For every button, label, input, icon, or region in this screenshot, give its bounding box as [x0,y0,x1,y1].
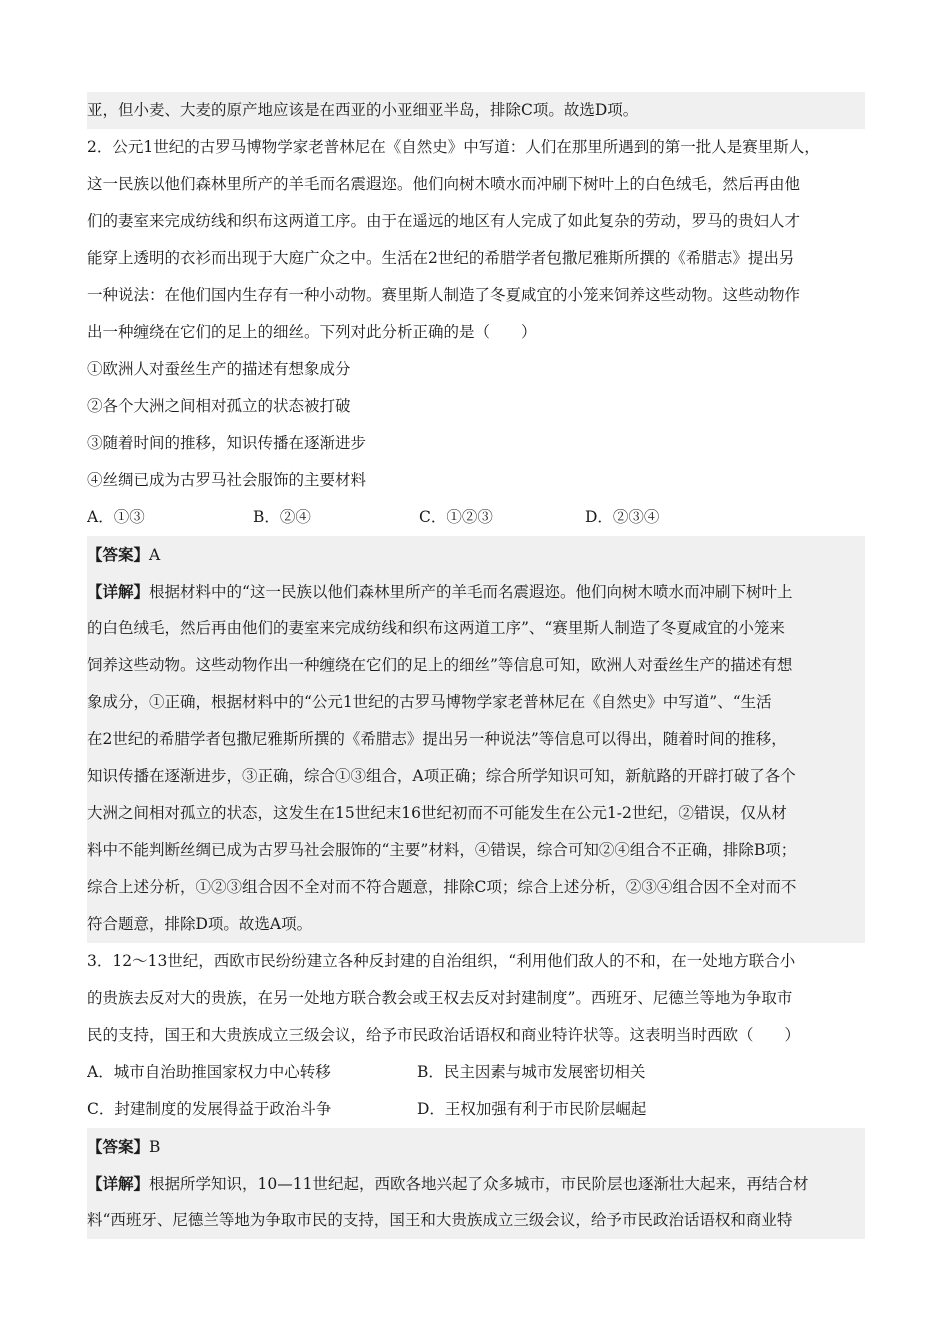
q2-detail-line: 知识传播在逐渐进步，③正确，综合①③组合，A项正确；综合所学知识可知，新航路的开辟打破了各个 [87,767,796,785]
q2-option-c: C．①②③ [419,508,493,526]
q2-statement-4: ④丝绸已成为古罗马社会服饰的主要材料 [87,471,367,489]
detail-tag: 【详解】 [87,1174,150,1193]
previous-explanation-tail: 亚，但小麦、大麦的原产地应该是在西亚的小亚细亚半岛，排除C项。故选D项。 [87,92,865,129]
q2-stem-line: 能穿上透明的衣衫而出现于大庭广众之中。生活在2世纪的希腊学者包撒尼雅斯所撰的《希腊志》提出另 [87,249,795,267]
q2-option-d: D．②③④ [585,508,660,526]
q3-answer-block [87,1128,865,1239]
q3-stem-line: 3．12～13世纪，西欧市民纷纷建立各种反封建的自治组织，“利用他们敌人的不和，在一处地方联合小 [87,952,796,970]
q3-stem-line: 民的支持，国王和大贵族成立三级会议，给予市民政治话语权和商业特许状等。这表明当时西欧（ ） [87,1026,801,1044]
q3-detail-line: 料“西班牙、尼德兰等地为争取市民的支持，国王和大贵族成立三级会议，给予市民政治话语权和商业特 [87,1211,793,1229]
q3-detail-line [87,1165,865,1202]
q2-answer-block [87,536,865,943]
q3-options-row-1 [87,1054,865,1091]
answer-tag: 【答案】 [87,545,150,564]
q3-answer [87,1128,865,1165]
q3-option-b: B．民主因素与城市发展密切相关 [417,1063,646,1081]
q2-statement-1: ①欧洲人对蚕丝生产的描述有想象成分 [87,360,351,378]
q3-option-a: A．城市自治助推国家权力中心转移 [87,1063,331,1081]
q2-detail-line: 在2世纪的希腊学者包撒尼雅斯所撰的《希腊志》提出另一种说法”等信息可以得出，随着时间的推移， [87,730,787,748]
detail-text: 根据所学知识，10—11世纪起，西欧各地兴起了众多城市，市民阶层也逐渐壮大起来，再结合材 [149,1175,809,1193]
q2-detail-line: 饲养这些动物。这些动物作出一种缠绕在它们的足上的细丝”等信息可知，欧洲人对蚕丝生产的描述有想 [87,656,793,674]
detail-tag: 【详解】 [87,582,150,601]
answer-value: B [149,1138,161,1156]
q2-stem-line: 一种说法：在他们国内生存有一种小动物。赛里斯人制造了冬夏咸宜的小笼来饲养这些动物。这些动物作 [87,286,801,304]
q2-statement-3: ③随着时间的推移，知识传播在逐渐进步 [87,434,367,452]
q2-detail-line: 料中不能判断丝绸已成为古罗马社会服饰的“主要”材料，④错误，综合可知②④组合不正确，排除B项； [87,841,797,859]
q2-statement-2: ②各个大洲之间相对孤立的状态被打破 [87,397,351,415]
q2-detail-line: 综合上述分析，①②③组合因不全对而不符合题意，排除C项；综合上述分析，②③④组合因不全对而不 [87,878,797,896]
q3-stem-line: 的贵族去反对大的贵族，在另一处地方联合教会或王权去反对封建制度”。西班牙、尼德兰等地为争取市 [87,989,793,1007]
document-page [87,92,865,1239]
q2-option-a: A．①③ [87,508,145,526]
detail-text: 根据材料中的“这一民族以他们森林里所产的羊毛而名震遐迩。他们向树木喷水而冲刷下树叶上 [149,583,793,601]
question-3 [87,943,865,1239]
q2-stem-line: 2．公元1世纪的古罗马博物学家老普林尼在《自然史》中写道：人们在那里所遇到的第一批人是赛里斯人， [87,138,820,156]
q2-stem-line: 出一种缠绕在它们的足上的细丝。下列对此分析正确的是（ ） [87,323,537,341]
answer-value: A [149,546,161,564]
q2-stem-line: 们的妻室来完成纺线和织布这两道工序。由于在遥远的地区有人完成了如此复杂的劳动，罗马的贵妇人才 [87,212,801,230]
q2-stem-line: 这一民族以他们森林里所产的羊毛而名震遐迩。他们向树木喷水而冲刷下树叶上的白色绒毛，然后再由他 [87,175,801,193]
q2-detail-line [87,573,865,610]
q3-option-d: D．王权加强有利于市民阶层崛起 [417,1100,647,1118]
q3-options-row-2 [87,1091,865,1128]
q2-detail-line: 的白色绒毛，然后再由他们的妻室来完成纺线和织布这两道工序”、“赛里斯人制造了冬夏咸宜的小笼来 [87,619,785,637]
q2-options [87,499,865,536]
q2-option-b: B．②④ [253,508,311,526]
question-2 [87,129,865,943]
q2-detail-line: 象成分，①正确，根据材料中的“公元1世纪的古罗马博物学家老普林尼在《自然史》中写道”、“生活 [87,693,772,711]
q2-detail-line: 符合题意，排除D项。故选A项。 [87,915,313,933]
q2-detail-line: 大洲之间相对孤立的状态，这发生在15世纪末16世纪初而不可能发生在公元1-2世纪，②错误，仅从材 [87,804,787,822]
q3-option-c: C．封建制度的发展得益于政治斗争 [87,1100,332,1118]
q2-answer [87,536,865,573]
answer-tag: 【答案】 [87,1137,150,1156]
